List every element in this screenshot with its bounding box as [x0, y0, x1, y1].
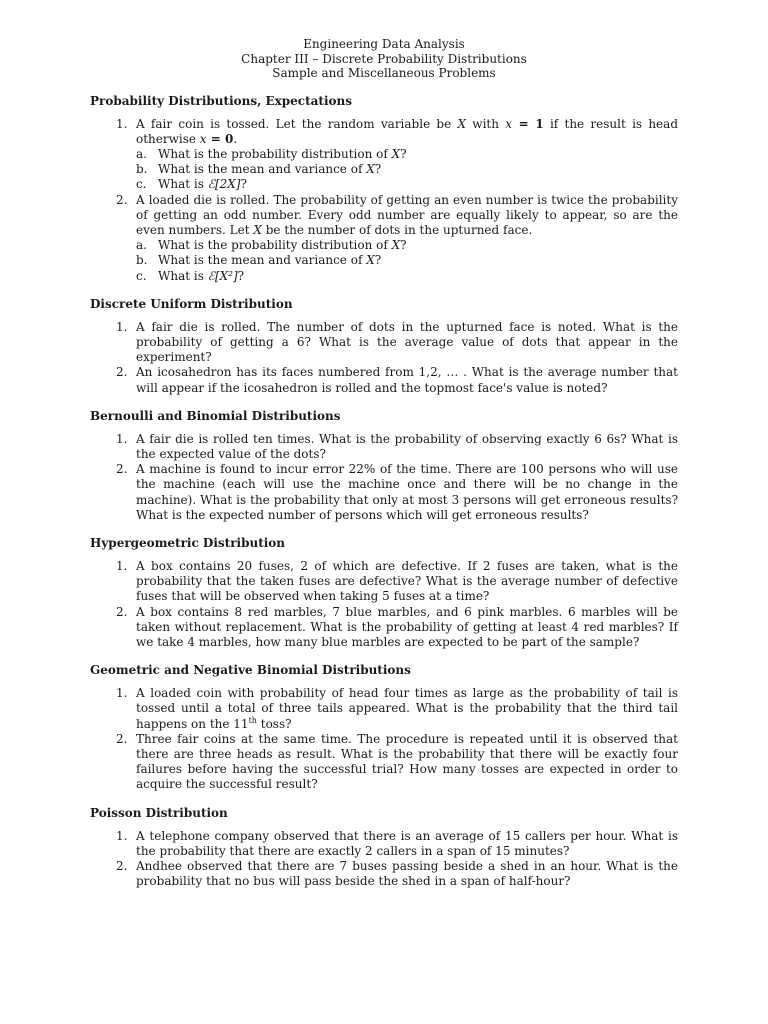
problem-item	[90, 462, 678, 523]
document-header	[90, 37, 678, 81]
problem-text: An icosahedron has its faces numbered from 1,2, … . What is the average number that will appear if the icosahedron is rolled and the topmost face's value is noted?	[136, 365, 678, 395]
problem-text: A fair die is rolled ten times. What is the probability of observing exactly 6 6s? What is the expected value of the dots?	[136, 431, 678, 461]
problem-text: A telephone company observed that there is an average of 15 callers per hour. What is the probability that there are exactly 2 callers in a span of 15 minutes?	[136, 828, 678, 858]
section-title: Hypergeometric Distribution	[90, 535, 286, 550]
section-title: Discrete Uniform Distribution	[90, 296, 293, 311]
problem-item	[90, 432, 678, 462]
section-geometric-negative-binomial	[90, 663, 678, 792]
section-bernoulli-binomial	[90, 409, 678, 523]
problem-text: Andhee observed that there are 7 buses passing beside a shed in an hour. What is the probability that no bus will pass beside the shed in a span of half-hour?	[136, 859, 678, 889]
problem-number: 1.	[116, 319, 128, 334]
problem-text: Three fair coins at the same time. The procedure is repeated until it is observed that there are three heads as result. What is the probability that there will be exactly four failures before having the successful trial? How many tosses are expected in order to acquire the successful result?	[136, 731, 678, 792]
problem-text: A loaded coin with probability of head four times as large as the probability of tail is tossed until a total of three tails appeared. What is the probability that the third tail happens on the 11th toss?	[136, 686, 678, 731]
problem-number: 2.	[116, 192, 128, 207]
problem-item	[90, 117, 678, 193]
problem-item	[90, 605, 678, 651]
problem-text: A box contains 8 red marbles, 7 blue marbles, and 6 pink marbles. 6 marbles will be taken without replacement. What is the probability of getting at least 4 red marbles? If we take 4 marbles, how many blue marbles are expected to be part of the sample?	[136, 604, 678, 649]
problem-number: 2.	[116, 859, 128, 874]
section-title: Probability Distributions, Expectations	[90, 93, 353, 108]
problem-item	[90, 365, 678, 395]
sub-question: b. What is the mean and variance of X?	[136, 253, 382, 268]
problem-number: 2.	[116, 365, 128, 380]
sub-question: b. What is the mean and variance of X?	[136, 162, 382, 177]
problem-item	[90, 829, 678, 859]
problem-number: 1.	[116, 116, 128, 131]
problem-item	[90, 193, 678, 284]
problem-number: 1.	[116, 431, 128, 446]
problem-text: A loaded die is rolled. The probability of getting an even number is twice the probability of getting an odd number. Every odd number are equally likely to appear, so are the even numbers. Let X be the number of dots in the upturned face.	[136, 192, 678, 237]
chapter-title: Chapter III – Discrete Probability Distributions	[241, 51, 527, 66]
problem-text: A machine is found to incur error 22% of the time. There are 100 persons who will use the machine (each will use the machine once and there will be no change in the machine). What is the probability that only at most 3 persons will get erroneous results? What is the expected number of persons which will get erroneous results?	[136, 462, 678, 522]
problem-text: A fair coin is tossed. Let the random variable be X with x = 1 if the result is head otherwise x = 0.	[136, 116, 678, 146]
section-poisson	[90, 806, 678, 890]
section-probability-distributions	[90, 94, 678, 284]
sub-question: a. What is the probability distribution of X?	[136, 146, 407, 161]
problem-number: 2.	[116, 731, 128, 746]
problem-text: A fair die is rolled. The number of dots in the upturned face is noted. What is the probability of getting a 6? What is the average value of dots that appear in the experiment?	[136, 319, 678, 365]
section-title: Bernoulli and Binomial Distributions	[90, 408, 341, 423]
problem-item	[90, 732, 678, 793]
problem-item	[90, 320, 678, 366]
sub-question: c. What is ℰ[2X]?	[136, 177, 247, 192]
problem-number: 2.	[116, 462, 128, 477]
problem-item	[90, 686, 678, 732]
section-title: Poisson Distribution	[90, 805, 228, 820]
sub-question: c. What is ℰ[X²]?	[136, 268, 245, 283]
section-discrete-uniform	[90, 297, 678, 396]
section-hypergeometric	[90, 536, 678, 650]
document-subtitle: Sample and Miscellaneous Problems	[272, 66, 496, 80]
problem-item	[90, 559, 678, 605]
section-title: Geometric and Negative Binomial Distributions	[90, 663, 411, 678]
problem-item	[90, 859, 678, 889]
course-title: Engineering Data Analysis	[303, 37, 465, 51]
problem-number: 1.	[116, 828, 128, 843]
problem-number: 2.	[116, 604, 128, 619]
problem-number: 1.	[116, 686, 128, 701]
sub-question: a. What is the probability distribution of X?	[136, 238, 407, 253]
problem-number: 1.	[116, 558, 128, 573]
problem-text: A box contains 20 fuses, 2 of which are defective. If 2 fuses are taken, what is the probability that the taken fuses are defective? What is the average number of defective fuses that will be observed when taking 5 fuses at a time?	[136, 558, 678, 604]
